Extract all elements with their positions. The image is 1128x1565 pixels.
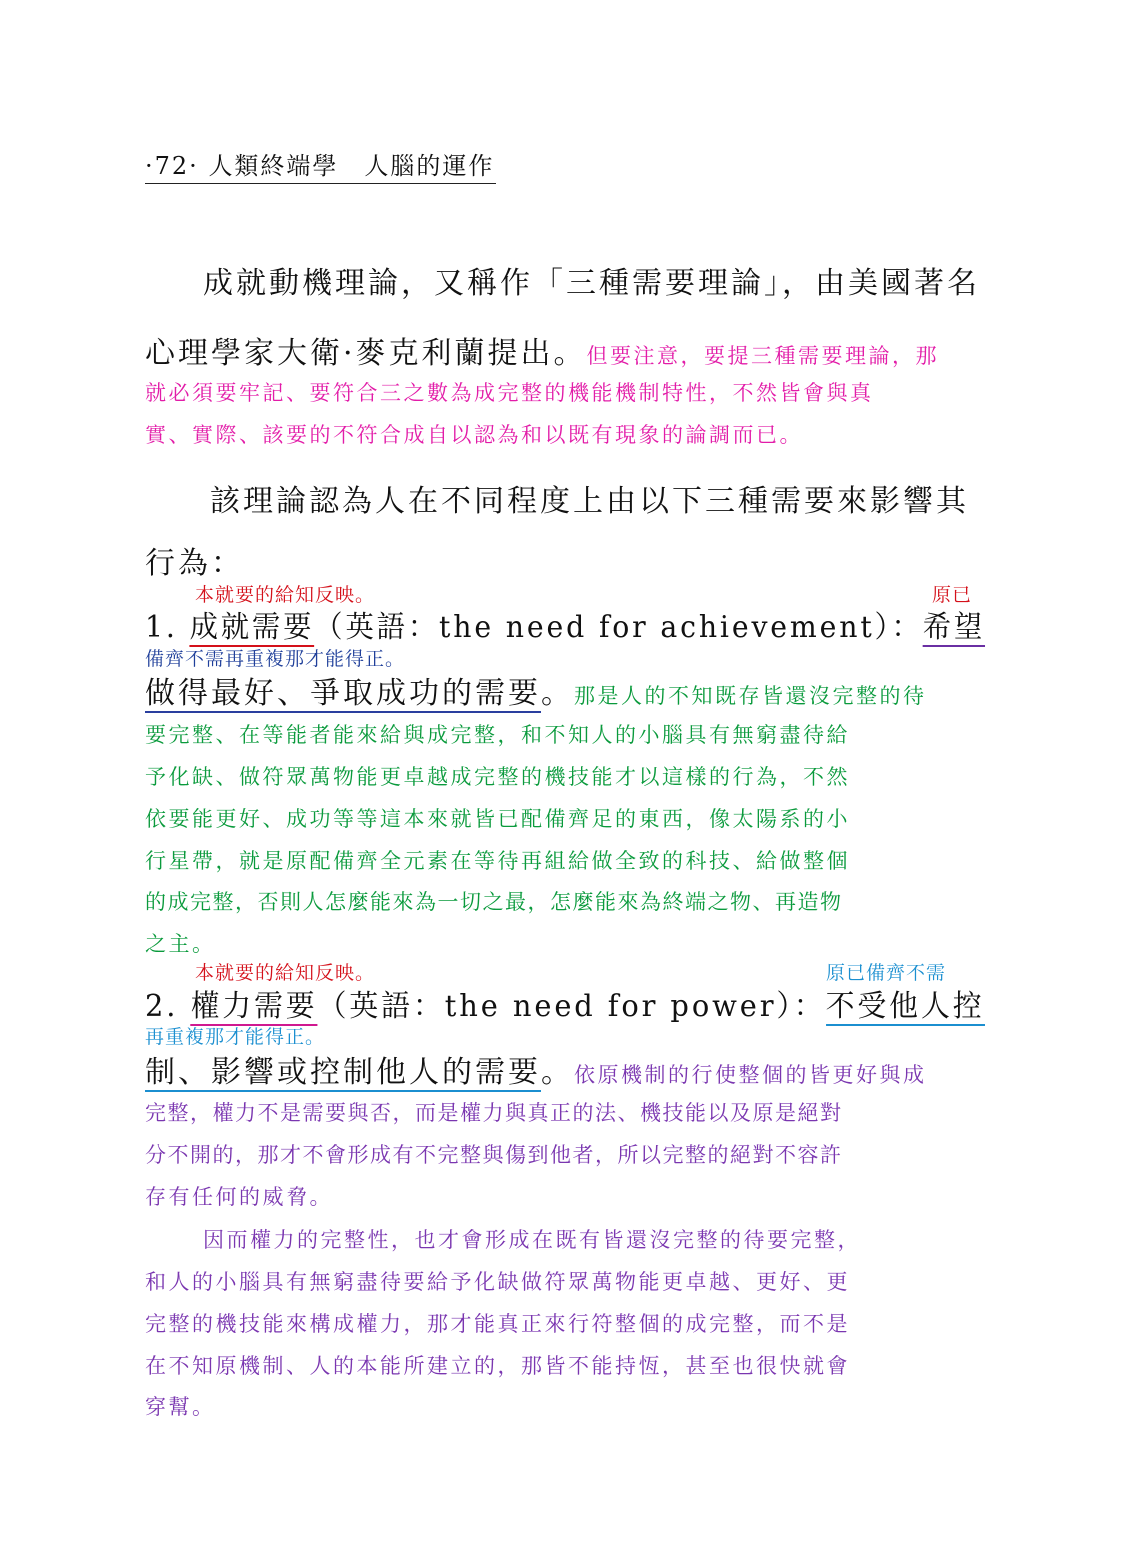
item1-number: 1. <box>145 610 178 645</box>
item1-comment-line: 行星帶，就是原配備齊全元素在等待再組給做全致的科技、給做整個 <box>145 849 850 873</box>
p3-line: 穿幫。 <box>145 1395 216 1419</box>
item2-comment-line: 分不開的，那才不會形成有不完整與傷到他者，所以完整的絕對不容許 <box>145 1143 843 1167</box>
p3-line: 在不知原機制、人的本能所建立的，那皆不能持恆，甚至也很快就會 <box>145 1354 850 1378</box>
item1-annotation-right: 原已 <box>932 584 973 606</box>
p1-line1: 成就動機理論，又稱作「三種需要理論」，由美國著名 <box>203 266 980 301</box>
item2-comment-line: 存有任何的威脅。 <box>145 1185 333 1209</box>
item1-annotation-left: 本就要的給知反映。 <box>195 584 376 606</box>
item1-comment-line: 要完整、在等能者能來給與成完整，和不知人的小腦具有無窮盡待給 <box>145 723 850 747</box>
p1-line2-text: 心理學家大衛·麥克利蘭提出。 <box>145 336 587 371</box>
item2-line2 <box>145 1047 985 1091</box>
item2-comment-line: 完整，權力不是需要與否，而是權力與真正的法、機技能以及原是絕對 <box>145 1101 843 1125</box>
item2-period: 。 <box>541 1055 574 1090</box>
p1-line2 <box>145 328 985 372</box>
item1-definition-start: 希望 <box>922 610 986 645</box>
p1-line3: 就必須要牢記、要符合三之數為成完整的機能機制特性，不然皆會與真 <box>145 381 874 405</box>
item2-number: 2. <box>145 989 179 1024</box>
p1-line4: 實、實際、該要的不符合成自以認為和以既有現象的論調而已。 <box>145 423 803 447</box>
item2-comment-start: 依原機制的行使整個的皆更好與成 <box>574 1063 927 1087</box>
item2-definition-cont: 制、影響或控制他人的需要 <box>145 1055 541 1090</box>
item2-annotation-right: 原已備齊不需 <box>826 962 947 984</box>
item1-comment-line: 的成完整，否則人怎麼能來為一切之最，怎麼能來為終端之物、再造物 <box>145 890 843 914</box>
item1-english: （英語：the need for achievement）： <box>314 610 923 645</box>
p3-line: 和人的小腦具有無窮盡待要給予化缺做符眾萬物能更卓越、更好、更 <box>145 1270 850 1294</box>
item1-definition-cont: 做得最好、爭取成功的需要 <box>145 676 541 711</box>
item2-annotation-below: 再重複那才能得正。 <box>145 1026 326 1048</box>
item2-heading <box>145 981 985 1025</box>
item1-annotation-below: 備齊不需再重複那才能得正。 <box>145 648 406 670</box>
running-header <box>145 146 496 184</box>
item1-term: 成就需要 <box>189 610 315 645</box>
item1-period: 。 <box>541 676 574 711</box>
item1-heading <box>145 602 985 646</box>
p1-line2-comment: 但要注意，要提三種需要理論，那 <box>586 344 940 368</box>
book-title: 人類終端學 人腦的運作 <box>208 152 495 180</box>
item2-english: （英語：the need for power）： <box>317 989 826 1024</box>
item1-comment-line: 之主。 <box>145 932 216 956</box>
p3-line: 完整的機技能來構成權力，那才能真正來行符整個的成完整，而不是 <box>145 1312 850 1336</box>
item2-term: 權力需要 <box>190 989 318 1024</box>
item1-comment-line: 依要能更好、成功等等這本來就皆已配備齊足的東西，像太陽系的小 <box>145 807 850 831</box>
item1-comment-line: 予化缺、做符眾萬物能更卓越成完整的機技能才以這樣的行為，不然 <box>145 765 850 789</box>
page-number: ·72· <box>145 152 199 180</box>
item1-line2 <box>145 668 985 712</box>
p3-line: 因而權力的完整性，也才會形成在既有皆還沒完整的待要完整， <box>203 1228 861 1252</box>
item2-definition-start: 不受他人控 <box>825 989 985 1024</box>
item1-comment-start: 那是人的不知既存皆還沒完整的待 <box>574 684 927 708</box>
p2-line1: 該理論認為人在不同程度上由以下三種需要來影響其 <box>210 484 969 519</box>
p2-line2: 行為： <box>145 546 244 581</box>
item2-annotation-left: 本就要的給知反映。 <box>195 962 376 984</box>
